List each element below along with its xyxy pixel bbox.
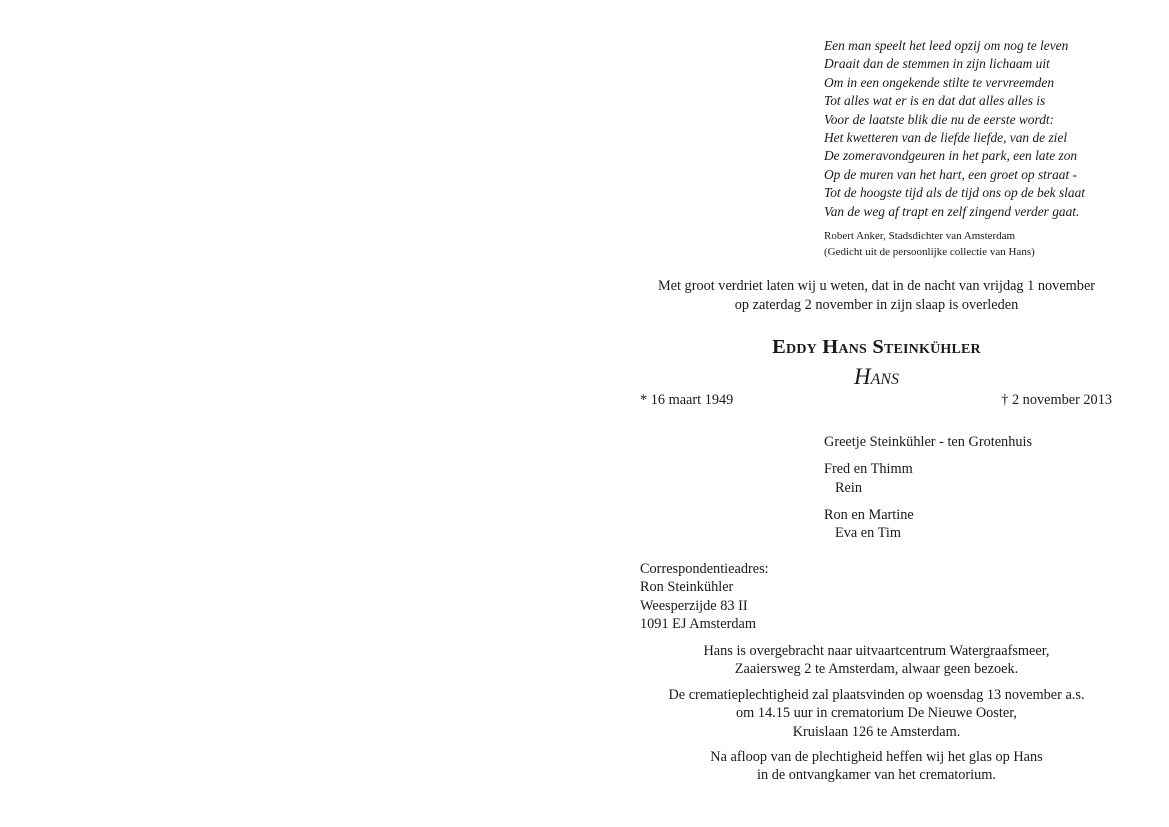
poem bbox=[824, 37, 1144, 221]
announcement-line: Met groot verdriet laten wij u weten, dat in de nacht van vrijdag 1 november bbox=[657, 278, 1096, 294]
ceremony-note bbox=[639, 686, 1114, 741]
child-names: Ron en Martine bbox=[824, 506, 914, 523]
poem-attribution-block bbox=[824, 229, 1144, 260]
viewing-line: Hans is overgebracht naar uitvaartcentrum Watergraafsmeer, bbox=[703, 643, 1050, 659]
reception-note bbox=[639, 748, 1114, 785]
ceremony-line: De crematieplechtigheid zal plaatsvinden op woensdag 13 november a.s. bbox=[668, 686, 1085, 703]
viewing-line: Zaaiersweg 2 te Amsterdam, alwaar geen bezoek. bbox=[734, 661, 1019, 678]
announcement bbox=[639, 277, 1114, 315]
correspondence-city: 1091 EJ Amsterdam bbox=[640, 616, 756, 633]
reception-line: in de ontvangkamer van het crematorium. bbox=[757, 767, 996, 784]
family-group bbox=[824, 460, 1144, 497]
poem-line: Voor de laatste blik die nu de eerste wordt: bbox=[824, 111, 1055, 127]
family-list bbox=[824, 433, 1144, 551]
correspondence-street: Weesperzijde 83 II bbox=[640, 597, 748, 614]
poem-line: Op de muren van het hart, een groet op straat - bbox=[824, 166, 1078, 182]
birth-date: * 16 maart 1949 bbox=[640, 392, 734, 408]
funeral-arrangements bbox=[639, 642, 1114, 792]
poem-line: Draait dan de stemmen in zijn lichaam uit bbox=[824, 56, 1050, 72]
reception-line: Na afloop van de plechtigheid heffen wij het glas op Hans bbox=[710, 749, 1043, 766]
grandchild-names: Eva en Tim bbox=[835, 525, 901, 541]
deceased-full-name: Eddy Hans Steinkühler bbox=[772, 336, 981, 358]
poem-line: Tot alles wat er is en dat dat alles alles is bbox=[824, 93, 1046, 109]
poem-line: Van de weg af trapt en zelf zingend verder gaat. bbox=[824, 203, 1080, 219]
correspondence-label: Correspondentieadres: bbox=[640, 561, 769, 577]
poem-source-note: (Gedicht uit de persoonlijke collectie van Hans) bbox=[824, 245, 1035, 258]
deceased-nickname: Hans bbox=[853, 364, 900, 389]
viewing-note bbox=[639, 642, 1114, 679]
family-group bbox=[824, 506, 1144, 543]
announcement-line: op zaterdag 2 november in zijn slaap is overleden bbox=[734, 297, 1019, 313]
family-group bbox=[824, 433, 1144, 452]
poem-line: Het kwetteren van de liefde liefde, van de ziel bbox=[824, 130, 1068, 146]
grandchild-names: Rein bbox=[835, 479, 863, 496]
poem-line: De zomeravondgeuren in het park, een late zon bbox=[824, 148, 1078, 164]
poem-line: Om in een ongekende stilte te vervreemden bbox=[824, 74, 1055, 90]
child-names: Fred en Thimm bbox=[824, 461, 913, 477]
poem-attribution: Robert Anker, Stadsdichter van Amsterdam bbox=[824, 230, 1016, 242]
spouse-name: Greetje Steinkühler - ten Grotenhuis bbox=[824, 434, 1033, 450]
poem-line: Een man speelt het leed opzij om nog te leven bbox=[824, 38, 1069, 53]
ceremony-line: om 14.15 uur in crematorium De Nieuwe Ooster, bbox=[736, 705, 1017, 722]
poem-line: Tot de hoogste tijd als de tijd ons op de bek slaat bbox=[824, 185, 1085, 201]
ceremony-line: Kruislaan 126 te Amsterdam. bbox=[792, 723, 961, 740]
death-date: † 2 november 2013 bbox=[1001, 392, 1112, 408]
correspondence-address bbox=[640, 560, 940, 634]
correspondence-name: Ron Steinkühler bbox=[640, 579, 734, 596]
